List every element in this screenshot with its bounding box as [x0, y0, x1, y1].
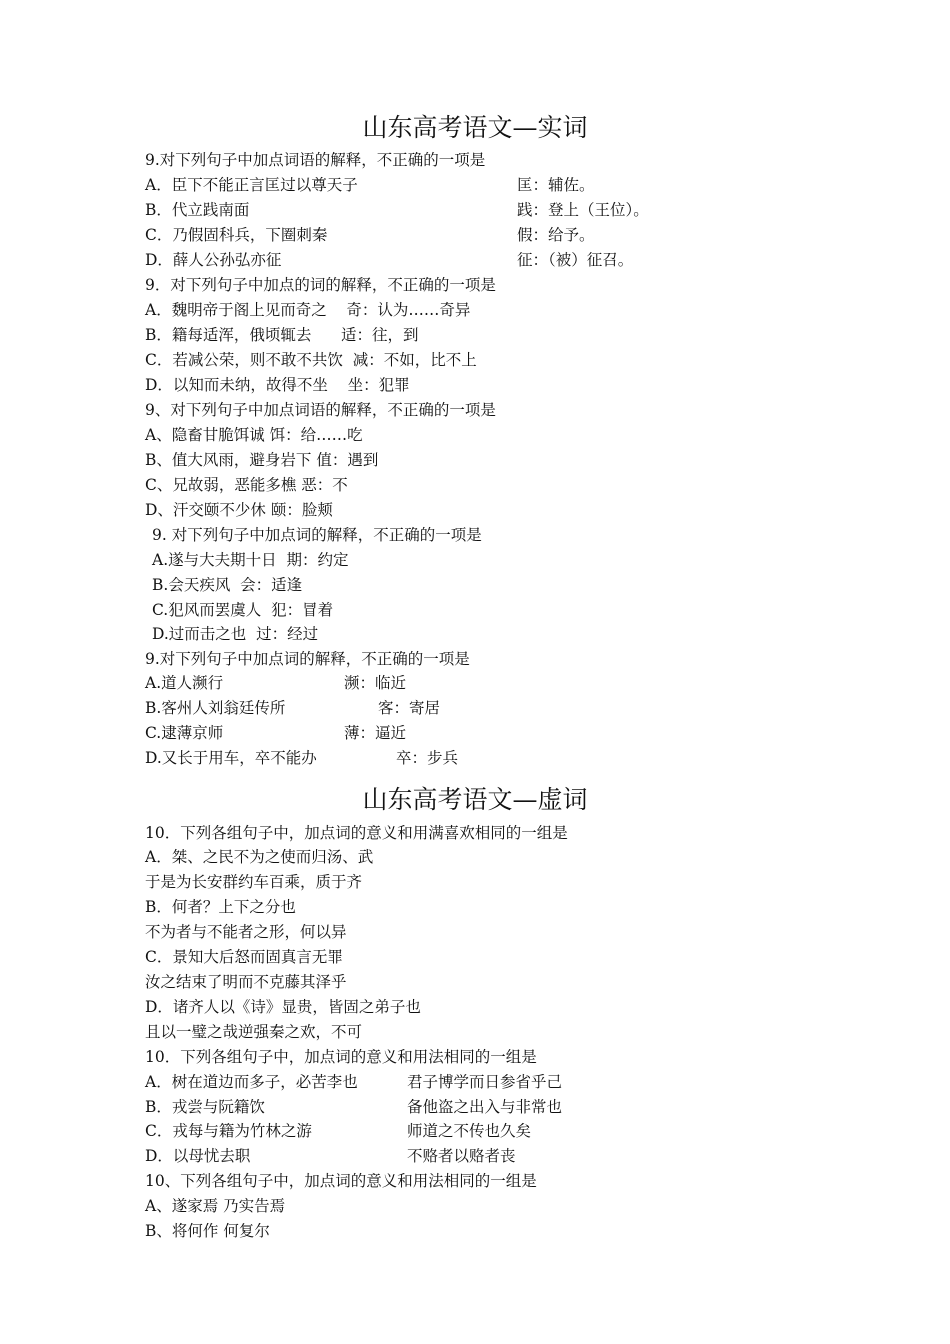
section-title-shici: 山东高考语文—实词: [362, 113, 588, 142]
option-line: B.客州人刘翁廷传所: [145, 699, 286, 717]
option-gloss: 践：登上（王位）。: [517, 201, 649, 219]
question-line: 9.对下列句子中加点词语的解释，不正确的一项是: [145, 151, 486, 169]
option-line: C.逮薄京师: [145, 724, 224, 742]
option-line: D.过而击之也 过：经过: [152, 625, 319, 643]
option-line: B、将何作 何复尔: [145, 1222, 270, 1240]
option-pair: 君子博学而日参省乎己: [407, 1073, 563, 1091]
question-line: 9.对下列句子中加点词的解释，不正确的一项是: [145, 650, 470, 668]
option-pair: 备他盗之出入与非常也: [407, 1098, 563, 1116]
option-gloss: 征：（被）征召。: [517, 251, 634, 269]
option-gloss: 薄：逼近: [344, 724, 407, 742]
option-line: B．何者？上下之分也: [145, 898, 296, 916]
option-line: D．薛人公孙弘亦征: [145, 251, 282, 269]
option-line: A．臣下不能正言匡过以尊天子: [145, 176, 358, 194]
option-line: C.犯风而罢虞人 犯：冒着: [152, 601, 334, 619]
section-title-xuci: 山东高考语文—虚词: [362, 785, 588, 814]
option-line: D．以知而未纳，故得不坐 坐：犯罪: [145, 376, 410, 394]
option-line: C．乃假固科兵，下圈刺秦: [145, 226, 328, 244]
option-pair: 师道之不传也久矣: [407, 1122, 532, 1140]
option-line: 不为者与不能者之形，何以异: [145, 923, 347, 941]
option-line: C．戎每与籍为竹林之游: [145, 1122, 312, 1140]
option-line: B、值大风雨，避身岩下 值：遇到: [145, 451, 379, 469]
option-line: A．树在道边而多子，必苦李也: [145, 1073, 358, 1091]
option-gloss: 濒：临近: [344, 674, 407, 692]
option-line: A、遂家焉 乃实告焉: [145, 1197, 286, 1215]
option-line: B.会天疾风 会：适逢: [152, 576, 303, 594]
option-line: C．景知大后怒而固真言无罪: [145, 948, 343, 966]
option-line: A、隐畜甘脆饵诚 饵：给……吃: [145, 426, 363, 444]
option-gloss: 客：寄居: [378, 699, 441, 717]
option-line: 汝之结束了明而不克藤其泽乎: [145, 973, 347, 991]
option-line: 且以一璧之哉逆强秦之欢，不可: [145, 1023, 363, 1041]
question-line: 9．对下列句子中加点的词的解释，不正确的一项是: [145, 276, 496, 294]
option-line: B．籍每适浑，俄顷辄去 适：往，到: [145, 326, 419, 344]
option-line: D．以母忧去职: [145, 1147, 251, 1165]
option-line: C．若减公荣，则不敢不共饮 减：不如，比不上: [145, 351, 477, 369]
option-line: B．戎尝与阮籍饮: [145, 1098, 265, 1116]
question-line: 10．下列各组句子中，加点词的意义和用满喜欢相同的一组是: [145, 824, 568, 842]
option-line: 于是为长安群约车百乘，质于齐: [145, 873, 363, 891]
option-line: D．诸齐人以《诗》显贵，皆固之弟子也: [145, 998, 421, 1016]
option-line: B．代立践南面: [145, 201, 250, 219]
option-line: A.遂与大夫期十日 期：约定: [152, 551, 349, 569]
question-line: 10．下列各组句子中，加点词的意义和用法相同的一组是: [145, 1048, 537, 1066]
option-line: C、兄故弱，恶能多樵 恶：不: [145, 476, 348, 494]
question-line: 10、下列各组句子中，加点词的意义和用法相同的一组是: [145, 1172, 537, 1190]
option-line: A．桀、之民不为之使而归汤、武: [145, 848, 374, 866]
option-pair: 不赂者以赂者丧: [407, 1147, 516, 1165]
question-line: 9、对下列句子中加点词语的解释，不正确的一项是: [145, 401, 496, 419]
option-gloss: 卒：步兵: [396, 749, 459, 767]
option-line: A.道人濒行: [145, 674, 224, 692]
option-line: A．魏明帝于阁上见而奇之 奇：认为……奇异: [145, 301, 471, 319]
option-line: D.又长于用车，卒不能办: [145, 749, 317, 767]
option-gloss: 假：给予。: [517, 226, 595, 244]
question-line: 9. 对下列句子中加点词的解释，不正确的一项是: [152, 526, 482, 544]
option-line: D、汗交颐不少休 颐：脸颊: [145, 501, 333, 519]
option-gloss: 匡：辅佐。: [517, 176, 595, 194]
